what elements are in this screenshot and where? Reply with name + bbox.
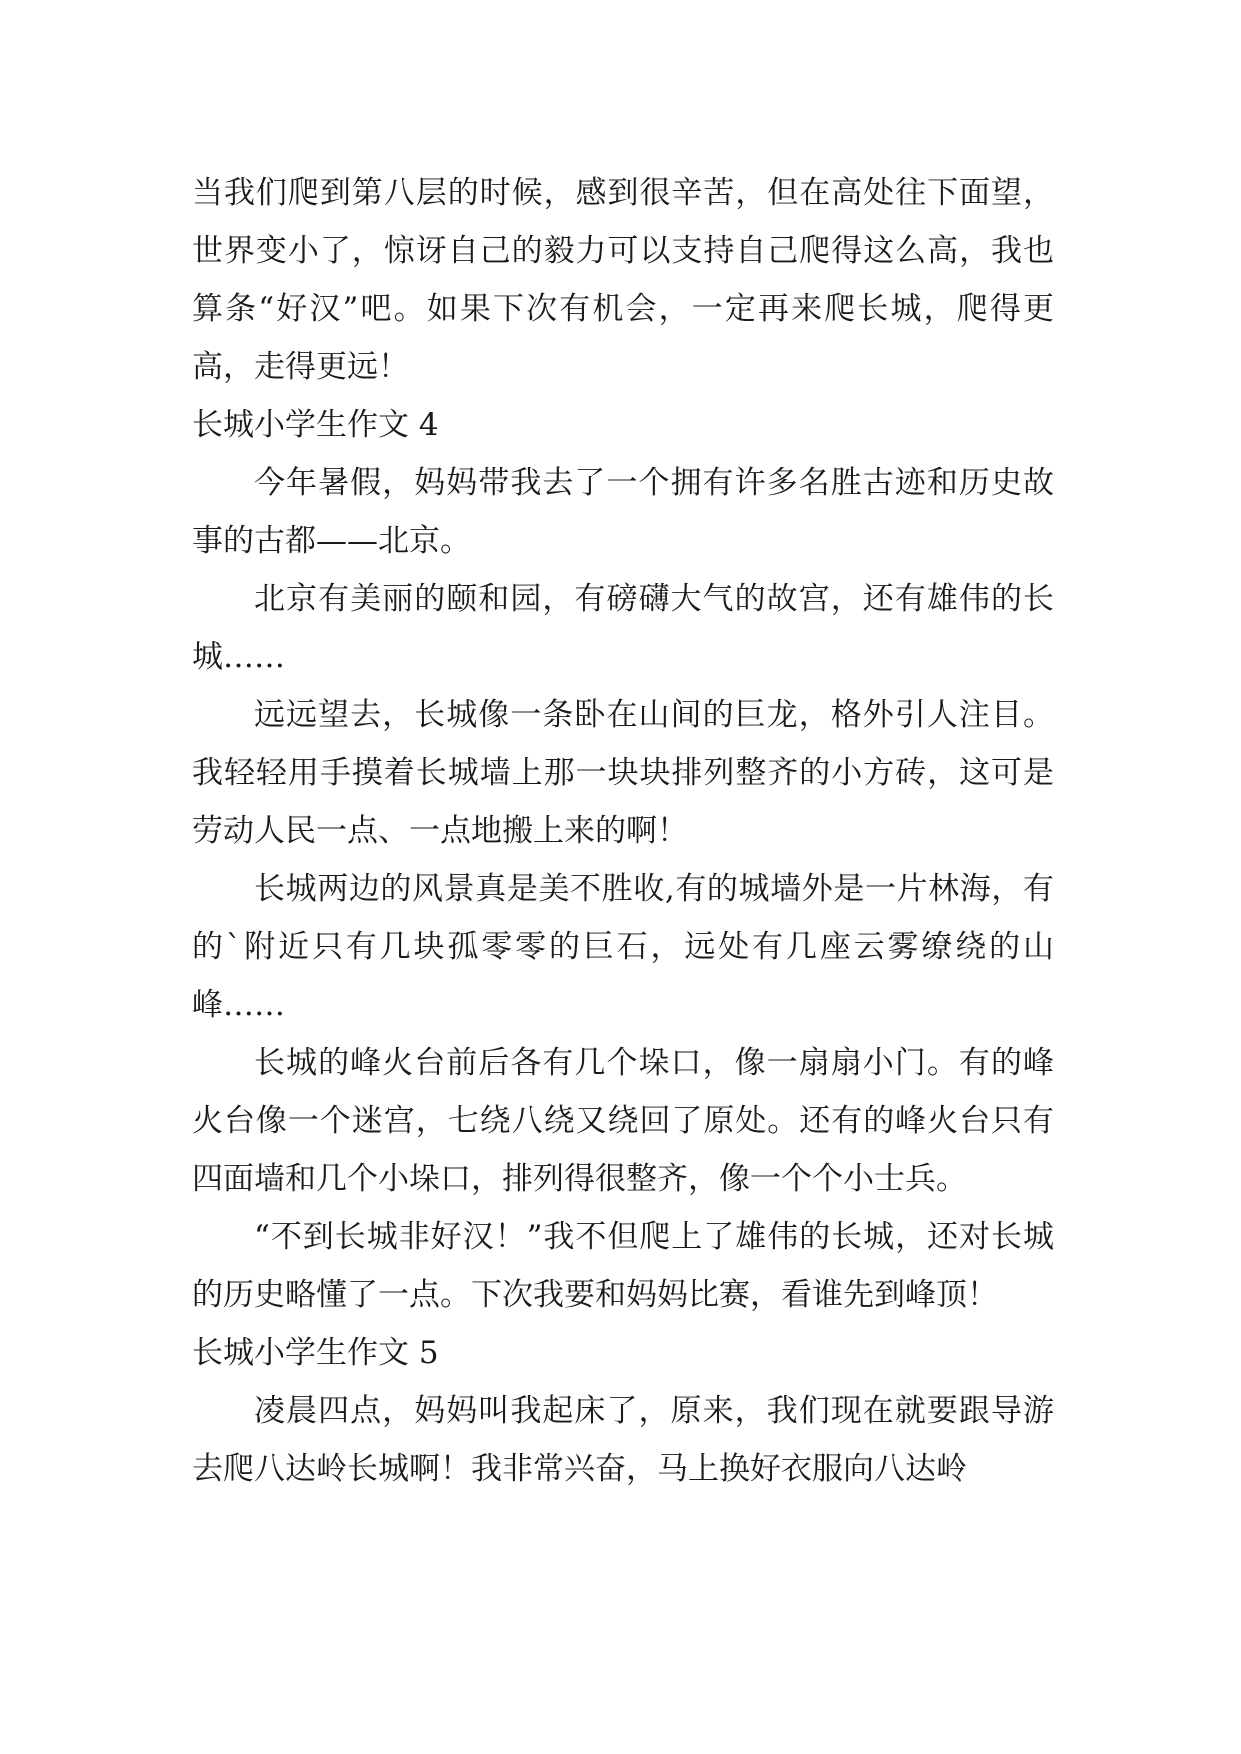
document-body [192,164,1054,1498]
section-heading-5: 长城小学生作文 5 [192,1335,439,1371]
paragraph-4: 远远望去，长城像一条卧在山间的巨龙，格外引人注目。我轻轻用手摸着长城墙上那一块块排列整齐的小方砖，这可是劳动人民一点、一点地搬上来的啊！ [192,697,1054,849]
paragraph-3: 北京有美丽的颐和园，有磅礴大气的故宫，还有雄伟的长城…… [192,581,1054,675]
paragraph-7: “不到长城非好汉！”我不但爬上了雄伟的长城，还对长城的历史略懂了一点。下次我要和妈妈比赛，看谁先到峰顶！ [192,1219,1054,1313]
paragraph-5: 长城两边的风景真是美不胜收,有的城墙外是一片林海，有的`附近只有几块孤零零的巨石，远处有几座云雾缭绕的山峰…… [192,871,1054,1023]
paragraph-1: 当我们爬到第八层的时候，感到很辛苦，但在高处往下面望，世界变小了，惊讶自己的毅力可以支持自己爬得这么高，我也算条“好汉”吧。如果下次有机会，一定再来爬长城，爬得更高，走得更远！ [192,175,1054,385]
section-heading-4: 长城小学生作文 4 [192,407,439,443]
paragraph-2: 今年暑假，妈妈带我去了一个拥有许多名胜古迹和历史故事的古都——北京。 [192,465,1054,559]
paragraph-6: 长城的峰火台前后各有几个垛口，像一扇扇小门。有的峰火台像一个迷宫，七绕八绕又绕回了原处。还有的峰火台只有四面墙和几个小垛口，排列得很整齐，像一个个小士兵。 [192,1045,1054,1197]
paragraph-8: 凌晨四点，妈妈叫我起床了，原来，我们现在就要跟导游去爬八达岭长城啊！我非常兴奋，马上换好衣服向八达岭 [192,1393,1054,1487]
